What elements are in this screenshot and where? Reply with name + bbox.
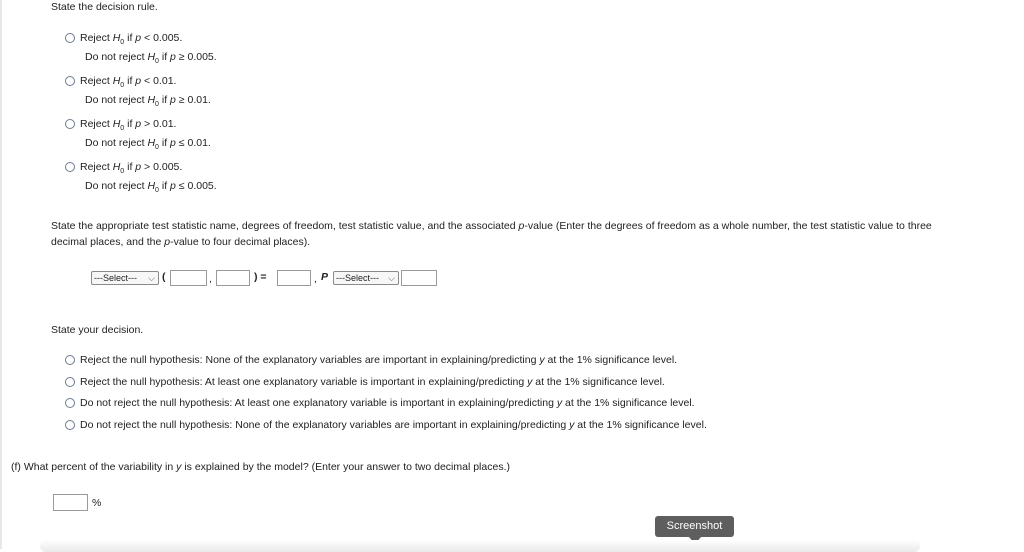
comma-p: , [314,273,317,285]
decision-option-label: Reject the null hypothesis: None of the explanatory variables are important in explaining/predicting y at the 1% significance level. [80,354,678,366]
test-statistic-select[interactable]: ---Select--- ⌵ [91,271,159,285]
bottom-scroll-shadow [40,540,920,552]
chevron-down-icon: ⌵ [148,273,155,283]
do-not-reject-line: Do not reject $H_0$ if p ≥ 0.01. [85,94,211,109]
df2-input[interactable] [216,270,250,286]
reject-line: Reject $H_0$ if p > 0.005. [80,161,183,176]
test-stat-prompt-line2: decimal places, and the p-value to four decimal places). [51,236,311,248]
radio-button[interactable] [65,420,75,430]
p-value-comparison-select[interactable]: ---Select--- ⌵ [333,271,399,285]
radio-button[interactable] [65,162,75,172]
reject-line: Reject $H_0$ if p < 0.01. [80,75,177,90]
reject-line: Reject $H_0$ if p > 0.01. [80,118,177,133]
decision-option-label: Do not reject the null hypothesis: At least one explanatory variable is important in explaining/predicting y at the 1% significance level. [80,397,695,409]
do-not-reject-line: Do not reject $H_0$ if p ≤ 0.005. [85,180,217,195]
screenshot-button[interactable]: Screenshot [655,516,734,537]
decision-prompt: State your decision. [51,324,144,336]
df1-input[interactable] [170,270,207,286]
decision-rule-prompt: State the decision rule. [51,1,158,13]
decision-option-label: Do not reject the null hypothesis: None of the explanatory variables are important in explaining/predicting y at the 1% significance level. [80,419,707,431]
decision-option-label: Reject the null hypothesis: At least one explanatory variable is important in explaining/predicting y at the 1% significance level. [80,376,665,388]
close-paren-equals: ) = [254,271,267,283]
radio-button[interactable] [65,33,75,43]
comma: , [209,273,212,285]
do-not-reject-line: Do not reject $H_0$ if p ≤ 0.01. [85,137,211,152]
radio-button[interactable] [65,377,75,387]
reject-line: Reject $H_0$ if p < 0.005. [80,32,183,47]
radio-button[interactable] [65,76,75,86]
open-paren: ( [162,271,166,283]
radio-button[interactable] [65,398,75,408]
do-not-reject-line: Do not reject $H_0$ if p ≥ 0.005. [85,51,217,66]
radio-button[interactable] [65,355,75,365]
radio-button[interactable] [65,119,75,129]
chevron-down-icon: ⌵ [388,273,395,283]
test-statistic-value-input[interactable] [277,270,311,286]
p-label: P [321,271,329,283]
percent-input[interactable] [53,494,88,511]
part-f-prompt: (f) What percent of the variability in y is explained by the model? (Enter your answer to two decimal places.) [11,461,510,473]
p-value-input[interactable] [401,270,437,286]
test-stat-prompt-line1: State the appropriate test statistic name, degrees of freedom, test statistic value, and the associated p-value (Enter the degrees of freedom as a whole number, the test statistic value to three [51,220,932,232]
percent-unit: % [92,497,102,509]
left-border [0,0,2,549]
